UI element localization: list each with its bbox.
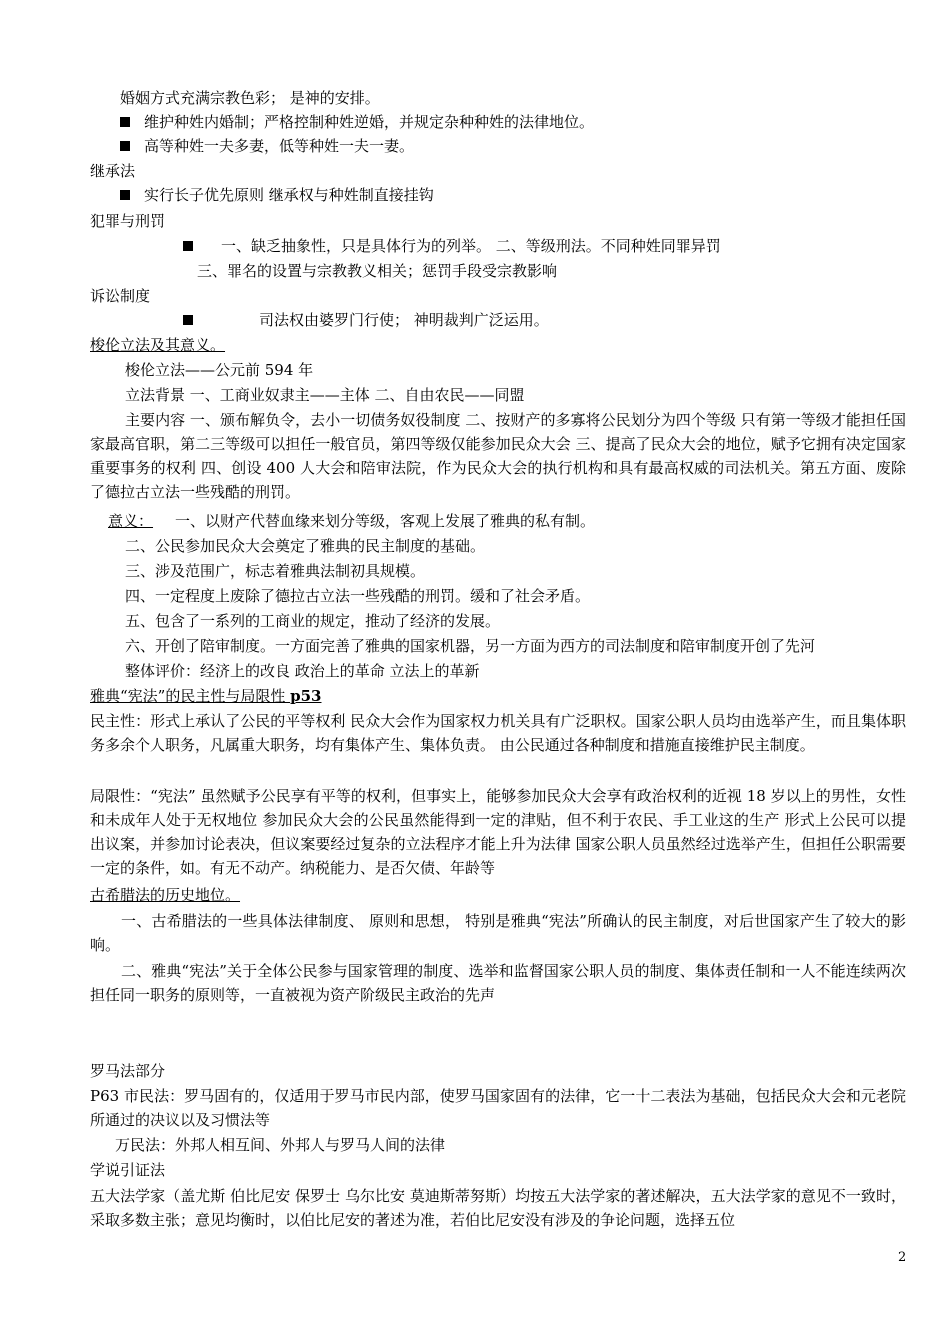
heading-text: 雅典“宪法”的民主性与局限性 [90,687,291,705]
solon-background-line: 立法背景 一、工商业奴隶主——主体 二、自由农民——同盟 [125,386,525,404]
heading-litigation: 诉讼制度 [90,287,151,305]
heading-greek-law-status: 古希腊法的历史地位。 [90,886,241,904]
heading-inheritance: 继承法 [90,162,136,180]
page-reference: p53 [290,687,322,705]
bullet-text: 维护种姓内婚制；严格控制种姓逆婚，并规定杂种种姓的法律地位。 [144,113,595,131]
square-bullet-icon [120,190,130,200]
square-bullet-icon [183,315,193,325]
square-bullet-icon [183,241,193,251]
bullet-text: 一、缺乏抽象性，只是具体行为的列举。 二、等级刑法。不同种姓同罪异罚 [221,237,721,255]
significance-item: 一、以财产代替血缘来划分等级，客观上发展了雅典的私有制。 [175,512,596,530]
heading-roman-law: 罗马法部分 [90,1062,166,1080]
heading-solon: 梭伦立法及其意义。 [90,336,226,354]
significance-item: 三、涉及范围广，标志着雅典法制初具规模。 [125,562,426,580]
greek-status-paragraph-1: 一、古希腊法的一些具体法律制度、 原则和思想， 特别是雅典“宪法”所确认的民主制度，对后世国家产生了较大的影响。 [90,912,906,954]
bullet-item [120,111,594,133]
solon-content-paragraph: 主要内容 一、颁布解负令，去小一切债务奴役制度 二、按财产的多寡将公民划分为四个等级 只有第一等级才能担任国家最高官职，第二三等级可以担任一般官员，第四等级仅能参加民众大会 三、提高了民众大会的地位，赋予它拥有决定国家重要事务的权利 四、创设 400 人大会和陪审法院，作为民众大会的执行机构和具有最高权威的司法机关。第五方面、废除了德拉古立法一些残酷的刑罚。 [90,411,906,501]
square-bullet-icon [120,117,130,127]
heading-athens-constitution [90,685,321,707]
bullet-item [120,135,414,157]
bullet-text: 实行长子优先原则 继承权与种姓制直接挂钩 [144,186,434,204]
heading-citation-law: 学说引证法 [90,1161,166,1179]
bullet-item [183,309,549,331]
significance-label: 意义： [108,512,154,530]
bullet-text: 司法权由婆罗门行使； 神明裁判广泛运用。 [259,311,549,329]
bullet-item [120,184,434,206]
bullet-item [183,235,721,257]
solon-date-line: 梭伦立法——公元前 594 年 [125,361,314,379]
significance-item: 四、一定程度上废除了德拉古立法一些残酷的刑罚。缓和了社会矛盾。 [125,587,591,605]
crime-line-3: 三、罪名的设置与宗教教义相关；惩罚手段受宗教影响 [197,262,558,280]
heading-crime-punishment: 犯罪与刑罚 [90,212,166,230]
significance-item: 二、公民参加民众大会奠定了雅典的民主制度的基础。 [125,537,486,555]
five-jurists-paragraph: 五大法学家（盖尤斯 伯比尼安 保罗士 乌尔比安 莫迪斯蒂努斯）均按五大法学家的著述解决，五大法学家的意见不一致时，采取多数主张；意见均衡时，以伯比尼安的著述为准，若伯比尼安没有涉及的争论问题，选择五位 [90,1187,906,1229]
overall-evaluation: 整体评价：经济上的改良 政治上的革命 立法上的革新 [125,662,480,680]
significance-first-line [108,510,595,532]
democracy-paragraph: 民主性：形式上承认了公民的平等权利 民众大会作为国家权力机关具有广泛职权。国家公职人员均由选举产生，而且集体职务多余个人职务，凡属重大职务，均有集体产生、集体负责。 由公民通过各种制度和措施直接维护民主制度。 [90,712,906,754]
bullet-text: 高等种姓一夫多妻，低等种姓一夫一妻。 [144,137,415,155]
marriage-religion-line: 婚姻方式充满宗教色彩； 是神的安排。 [120,89,380,107]
civil-law-paragraph: P63 市民法：罗马固有的，仅适用于罗马市民内部，使罗马国家固有的法律，它一十二表法为基础，包括民众大会和元老院所通过的决议以及习惯法等 [90,1087,906,1129]
jus-gentium-line: 万民法：外邦人相互间、外邦人与罗马人间的法律 [115,1136,446,1154]
limitation-paragraph: 局限性：“宪法” 虽然赋予公民享有平等的权利，但事实上，能够参加民众大会享有政治权利的近视 18 岁以上的男性，女性和未成年人处于无权地位 参加民众大会的公民虽然能得到一定的津贴，但不利于农民、手工业这的生产 形式上公民可以提出议案，并参加讨论表决，但议案要经过复杂的立法程序才能上升为法律 国家公职人员虽然经过选举产生，但担任公职需要一定的条件，如。有无不动产。纳税能力、是否欠债、年龄等 [90,787,906,877]
square-bullet-icon [120,141,130,151]
greek-status-paragraph-2: 二、雅典“宪法”关于全体公民参与国家管理的制度、选举和监督国家公职人员的制度、集体责任制和一人不能连续两次担任同一职务的原则等，一直被视为资产阶级民主政治的先声 [90,962,906,1004]
significance-item: 五、包含了一系列的工商业的规定，推动了经济的发展。 [125,612,501,630]
significance-item: 六、开创了陪审制度。一方面完善了雅典的国家机器，另一方面为西方的司法制度和陪审制度开创了先河 [125,637,816,655]
page-number: 2 [898,1250,907,1265]
